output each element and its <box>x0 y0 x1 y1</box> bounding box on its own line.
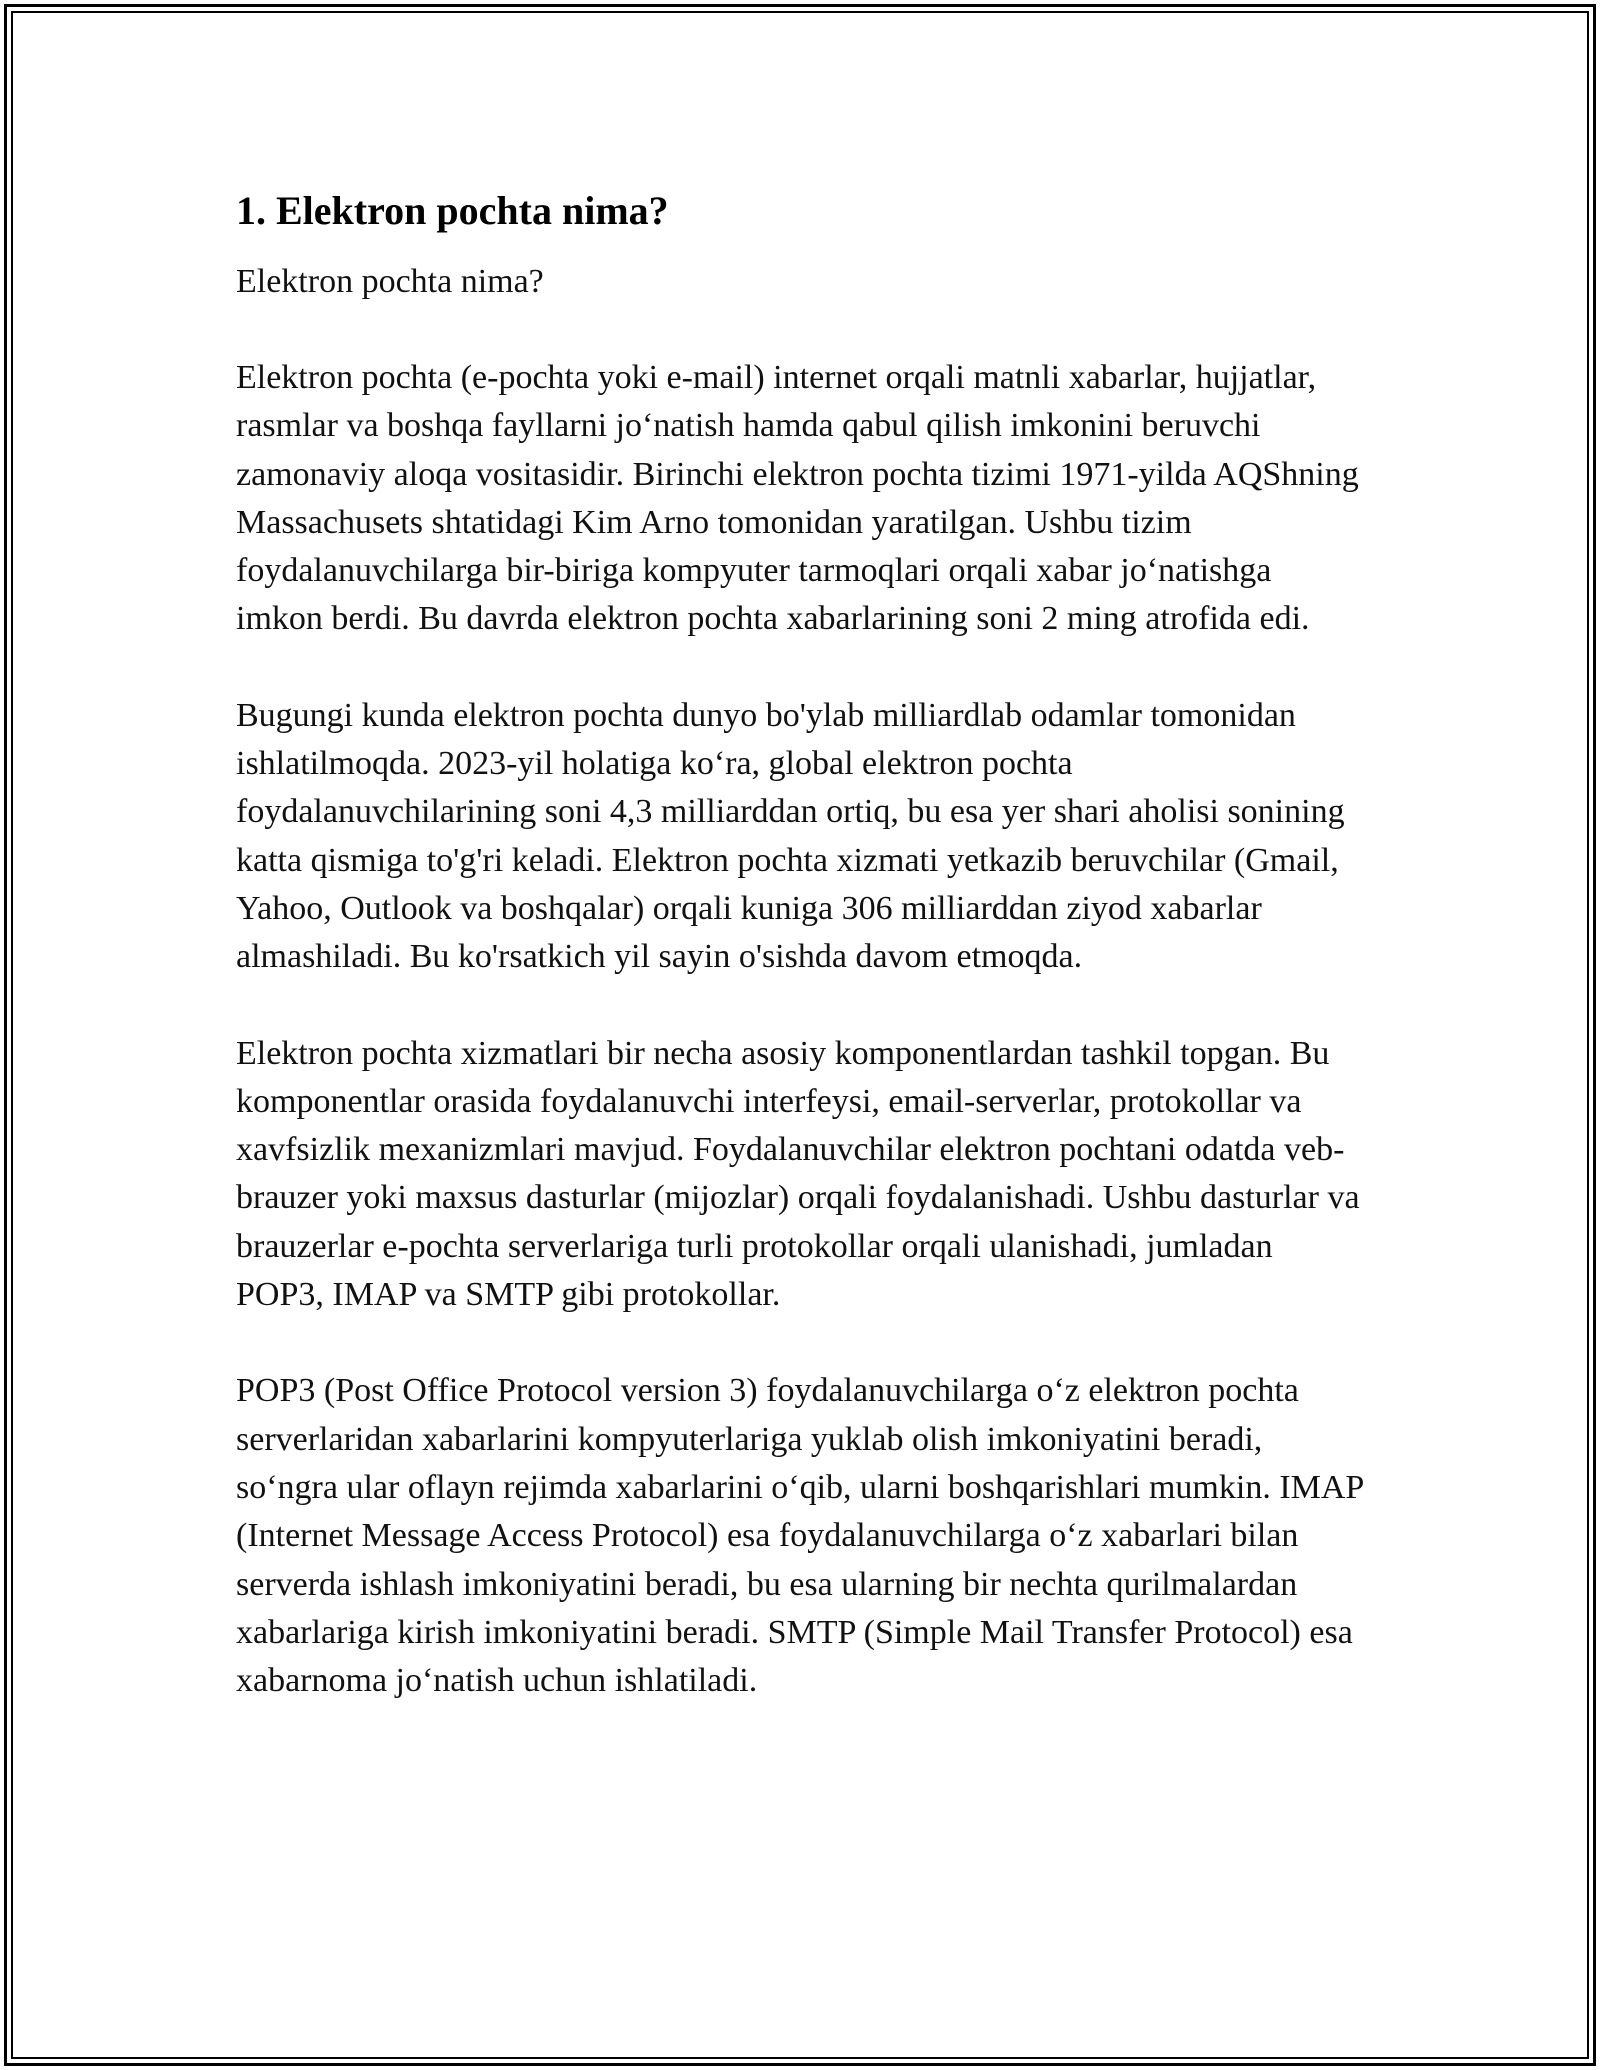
paragraph-components: Elektron pochta xizmatlari bir necha asosiy komponentlardan tashkil topgan. Bu komponentlar orasida foydalanuvchi interfeysi, email-serverlar, protokollar va xavfsizlik mexanizmlari mavjud. Foydalanuvchilar elektron pochtani odatda veb-brauzer yoki maxsus dasturlar (mijozlar) orqali foydalanishadi. Ushbu dasturlar va brauzerlar e-pochta serverlariga turli protokollar orqali ulanishadi, jumladan POP3, IMAP va SMTP gibi protokollar. <box>236 1034 1360 1314</box>
paragraph-protocols: POP3 (Post Office Protocol version 3) foydalanuvchilarga o‘z elektron pochta serverlaridan xabarlarini kompyuterlariga yuklab olish imkoniyatini beradi, so‘ngra ular oflayn rejimda xabarlarini o‘qib, ularni boshqarishlari mumkin. IMAP (Internet Message Access Protocol) esa foydalanuvchilarga o‘z xabarlari bilan serverda ishlash imkoniyatini beradi, bu esa ularning bir nechta qurilmalardan xabarlariga kirish imkoniyatini beradi. SMTP (Simple Mail Transfer Protocol) esa xabarnoma jo‘natish uchun ishlatiladi. <box>236 1372 1364 1700</box>
paragraph-usage: Bugungi kunda elektron pochta dunyo bo'ylab milliardlab odamlar tomonidan ishlatilmoqda. 2023-yil holatiga ko‘ra, global elektron pochta foydalanuvchilarining soni 4,3 milliarddan ortiq, bu esa yer shari aholisi sonining katta qismiga to'g'ri keladi. Elektron pochta xizmati yetkazib beruvchilar (Gmail, Yahoo, Outlook va boshqalar) orqali kuniga 306 milliarddan ziyod xabarlar almashiladi. Bu ko'rsatkich yil sayin o'sishda davom etmoqda. <box>236 696 1345 976</box>
document-subtitle: Elektron pochta nima? <box>236 263 544 300</box>
document-title: 1. Elektron pochta nima? <box>236 188 669 233</box>
paragraph-history: Elektron pochta (e-pochta yoki e-mail) internet orqali matnli xabarlar, hujjatlar, rasmlar va boshqa fayllarni jo‘natish hamda qabul qilish imkonini beruvchi zamonaviy aloqa vositasidir. Birinchi elektron pochta tizimi 1971-yilda AQShning Massachusets shtatidagi Kim Arno tomonidan yaratilgan. Ushbu tizim foydalanuvchilarga bir-biriga kompyuter tarmoqlari orqali xabar jo‘natishga imkon berdi. Bu davrda elektron pochta xabarlarining soni 2 ming atrofida edi. <box>236 359 1359 638</box>
document-body <box>236 184 1366 1753</box>
